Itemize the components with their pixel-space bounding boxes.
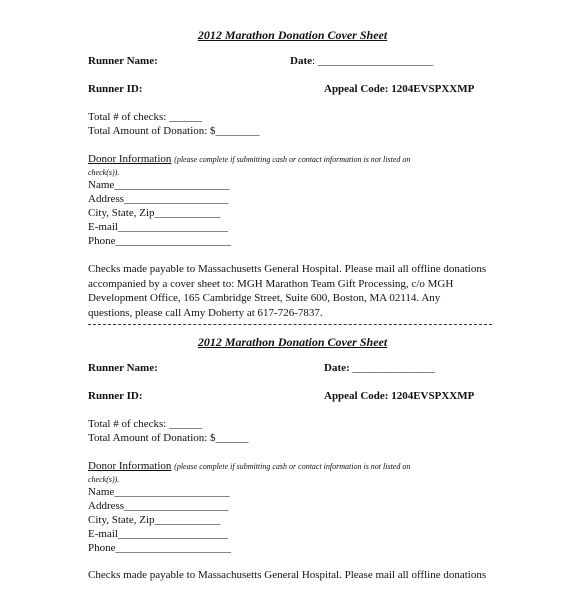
donor-info-note-cont: check(s)). [88,168,120,177]
donor-info-heading: Donor Information [88,153,172,165]
city-state-zip-field: City, State, Zip____________ [88,514,221,526]
instructions-line: Checks made payable to Massachusetts General Hospital. Please mail all offline donations [88,263,487,275]
instructions-line: Development Office, 165 Cambridge Street, Suite 600, Boston, MA 02114. Any [88,292,441,304]
donor-info-note: (please complete if submitting cash or contact information is not listed on [174,155,411,164]
phone-field: Phone_____________________ [88,235,231,247]
instructions-paragraph [88,262,508,320]
email-field: E-mail____________________ [88,221,228,233]
donor-info-header [88,460,410,473]
donor-info-header [88,153,410,166]
date-label: Date [290,55,312,67]
city-state-zip-field: City, State, Zip____________ [88,207,221,219]
name-field: Name_____________________ [88,179,230,191]
sheet-title: 2012 Marathon Donation Cover Sheet [197,28,388,42]
instructions-line: accompanied by a cover sheet to: MGH Marathon Team Gift Processing, c/o MGH [88,277,454,290]
total-amount-field: Total Amount of Donation: $______ [88,432,249,444]
date-label: Date: [324,362,350,374]
total-checks-field: Total # of checks: ______ [88,111,203,123]
runner-name-label: Runner Name: [88,362,158,374]
instructions-line: questions, please call Amy Doherty at 617-726-7837. [88,306,323,319]
date-blank: : _____________________ [312,55,434,67]
appeal-code: Appeal Code: 1204EVSPXXMP [324,390,475,402]
cut-line-divider [88,324,492,325]
date-field [290,55,433,68]
total-checks-field: Total # of checks: ______ [88,418,203,430]
appeal-code: Appeal Code: 1204EVSPXXMP [324,83,475,95]
donor-info-note: (please complete if submitting cash or contact information is not listed on [174,462,411,471]
runner-name-label: Runner Name: [88,55,158,67]
name-field: Name_____________________ [88,486,230,498]
date-blank: _______________ [349,362,435,374]
address-field: Address___________________ [88,500,229,512]
phone-field: Phone_____________________ [88,542,231,554]
instructions-paragraph [88,568,508,583]
instructions-line: Checks made payable to Massachusetts General Hospital. Please mail all offline donations [88,569,487,581]
runner-id-label: Runner ID: [88,83,143,95]
donor-info-heading: Donor Information [88,460,172,472]
date-field [324,362,435,375]
total-amount-field: Total Amount of Donation: $________ [88,125,260,137]
address-field: Address___________________ [88,193,229,205]
runner-id-label: Runner ID: [88,390,143,402]
donor-info-note-cont: check(s)). [88,475,120,484]
email-field: E-mail____________________ [88,528,228,540]
sheet-title: 2012 Marathon Donation Cover Sheet [197,335,388,349]
